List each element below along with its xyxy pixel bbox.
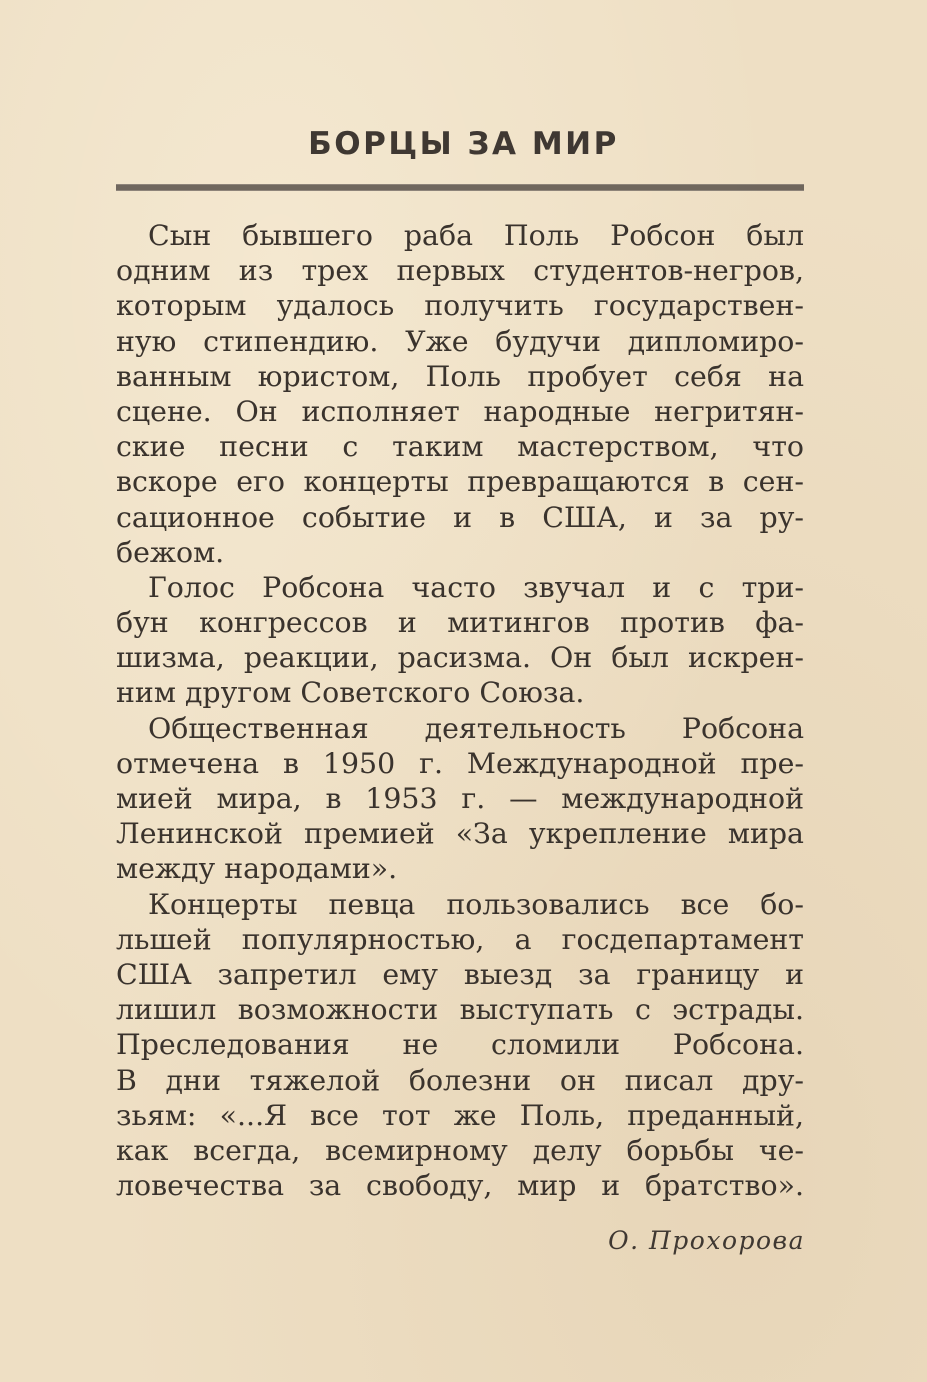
text-line: льшей популярностью, а госдепартамент <box>116 922 804 956</box>
text-line: ские песни с таким мастерством, что <box>116 430 804 464</box>
text-line: между народами». <box>116 852 398 886</box>
article-title: БОРЦЫ ЗА МИР <box>308 126 619 162</box>
author-signature: О. Прохорова <box>608 1226 805 1255</box>
text-line: бун конгрессов и митингов против фа- <box>116 606 804 640</box>
text-line: одним из трех первых студентов-негров, <box>116 254 804 288</box>
text-line: В дни тяжелой болезни он писал дру- <box>116 1063 804 1097</box>
text-line: которым удалось получить государствен- <box>116 289 804 323</box>
title-divider <box>116 184 804 191</box>
text-line: Сын бывшего раба Поль Робсон был <box>148 219 804 252</box>
text-line: лишил возможности выступать с эстрады. <box>116 993 804 1027</box>
text-line: сационное событие и в США, и за ру- <box>116 500 804 534</box>
text-line: Преследования не сломили Робсона. <box>116 1028 804 1062</box>
text-line: США запретил ему выезд за границу и <box>116 957 804 991</box>
text-line: Голос Робсона часто звучал и с три- <box>148 570 804 604</box>
text-line: отмечена в 1950 г. Международной пре- <box>116 746 804 780</box>
text-line: ловечества за свободу, мир и братство». <box>116 1169 804 1203</box>
text-line: шизма, реакции, расизма. Он был искрен- <box>116 641 804 675</box>
text-line: мией мира, в 1953 г. — международной <box>116 782 804 815</box>
text-line: Концерты певца пользовались все бо- <box>148 887 804 921</box>
text-line: ванным юристом, Поль пробует себя на <box>116 359 804 393</box>
text-line: Ленинской премией «За укрепление мира <box>116 817 804 851</box>
text-line: зьям: «...Я все тот же Поль, преданный, <box>116 1098 804 1132</box>
text-line: Общественная деятельность Робсона <box>148 711 804 745</box>
text-line: ним другом Советского Союза. <box>116 676 585 710</box>
text-line: вскоре его концерты превращаются в сен- <box>116 465 804 499</box>
text-line: бежом. <box>116 535 225 569</box>
text-line: как всегда, всемирному делу борьбы че- <box>116 1133 804 1167</box>
text-line: ную стипендию. Уже будучи дипломиро- <box>116 324 804 358</box>
article-body <box>116 218 804 1203</box>
text-line: сцене. Он исполняет народные негритян- <box>116 394 804 428</box>
